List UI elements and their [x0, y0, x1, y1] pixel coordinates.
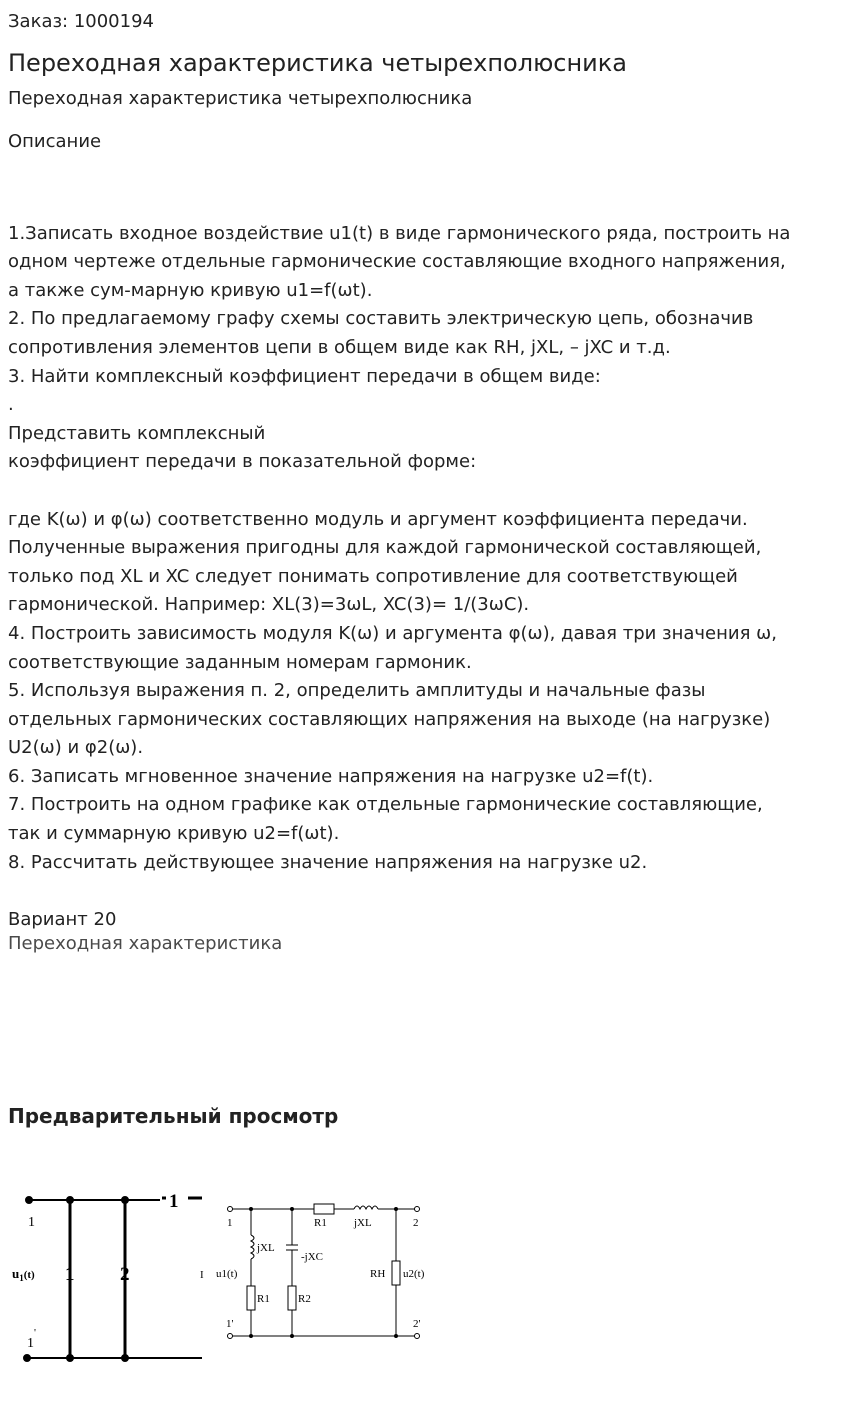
circuit-label-u2: u2(t) [403, 1268, 425, 1280]
graph-label-branch-2: 2 [120, 1264, 130, 1285]
circuit-label-r1-top: R1 [314, 1217, 327, 1229]
graph-diagram [24, 1197, 203, 1362]
description-line: 2. По предлагаемому графу схемы составить электрическую цепь, обозначив [8, 308, 754, 330]
graph-node-bottom-2 [122, 1355, 129, 1362]
description-line: U2(ω) и φ2(ω). [8, 737, 144, 759]
graph-node-top-2 [122, 1197, 129, 1204]
preview-image [8, 1180, 448, 1380]
circuit-node-left-bottom [250, 1335, 253, 1338]
graph-labels [12, 1191, 204, 1351]
description-line: гармонической. Например: XL(3)=3ωL, XC(3)= 1/(3ωC). [8, 594, 530, 616]
description-line: сопротивления элементов цепи в общем виде как RH, jXL, – jXC и т.д. [8, 336, 671, 358]
circuit-node-mid-top [291, 1208, 294, 1211]
circuit-label-2p: 2' [413, 1318, 421, 1330]
graph-node-top-left [26, 1197, 33, 1204]
circuit-labels [216, 1217, 425, 1330]
description-line: Представить комплексный [8, 422, 266, 444]
circuit-label-1: 1 [227, 1217, 233, 1229]
description-line: одном чертеже отдельные гармонические составляющие входного напряжения, [8, 251, 786, 273]
graph-label-tick: I [200, 1269, 204, 1281]
circuit-label-1p: 1' [226, 1318, 234, 1330]
description-line [8, 191, 844, 220]
circuit-label-2: 2 [413, 1217, 419, 1229]
circuit-label-jxc: -jXC [301, 1251, 323, 1263]
description-line: 5. Используя выражения п. 2, определить амплитуды и начальные фазы [8, 680, 706, 702]
graph-label-input: $u_1^{(t)}$ [12, 1266, 35, 1283]
graph-label-bottom-left: 1 [27, 1336, 34, 1351]
graph-node-bottom-1 [67, 1355, 74, 1362]
description-line: 6. Записать мгновенное значение напряжения на нагрузке u2=f(t). [8, 765, 654, 787]
description-line [8, 477, 844, 506]
graph-node-top-1 [67, 1197, 74, 1204]
graph-label-top-right: 1 [169, 1191, 179, 1212]
description-heading: Описание [8, 131, 102, 152]
circuit-label-u1: u1(t) [216, 1268, 238, 1280]
circuit-node-right-top [395, 1208, 398, 1211]
description-line: Вариант 20 [8, 908, 117, 930]
description-line: 4. Построить зависимость модуля K(ω) и аргумента φ(ω), давая три значения ω, [8, 622, 777, 644]
circuit-r1-top-resistor [314, 1204, 334, 1214]
order-number: Заказ: 1000194 [8, 11, 154, 32]
graph-label-top-left: 1 [28, 1215, 35, 1230]
circuit-schematic [8, 1180, 448, 1380]
description-body [8, 191, 844, 934]
circuit-r2-resistor [288, 1286, 296, 1310]
description-line: только под XL и XC следует понимать сопротивление для соответствующей [8, 565, 738, 587]
description-line: 3. Найти комплексный коэффициент передачи в общем виде: [8, 365, 601, 387]
page-subtitle: Переходная характеристика четырехполюсника [8, 88, 473, 109]
preview-heading: Предварительный просмотр [8, 1104, 339, 1128]
graph-node-bottom-left [24, 1355, 31, 1362]
circuit-terminal-1 [228, 1207, 233, 1212]
circuit-label-jxl-top: jXL [354, 1217, 372, 1229]
preview-link[interactable]: Переходная характеристика [8, 933, 283, 954]
description-line: 1.Записать входное воздействие u1(t) в виде гармонического ряда, построить на [8, 222, 791, 244]
circuit-node-left-top [250, 1208, 253, 1211]
description-line [8, 877, 844, 906]
description-line: где K(ω) и φ(ω) соответственно модуль и аргумент коэффициента передачи. [8, 508, 748, 530]
circuit-node-mid-bottom [291, 1335, 294, 1338]
description-line: а также сум-марную кривую u1=f(ωt). [8, 279, 373, 301]
description-line: . [8, 394, 14, 416]
description-line: соответствующие заданным номерам гармоник. [8, 651, 472, 673]
circuit-label-rh: RH [370, 1268, 386, 1280]
page-title: Переходная характеристика четырехполюсника [8, 49, 627, 77]
circuit-label-r2: R2 [298, 1293, 311, 1305]
description-line: Полученные выражения пригодны для каждой гармонической составляющей, [8, 537, 762, 559]
circuit-label-r1-left: R1 [257, 1293, 270, 1305]
circuit-jxl-top-inductor [354, 1206, 378, 1209]
description-line: отдельных гармонических составляющих напряжения на выходе (на нагрузке) [8, 708, 771, 730]
circuit-jxl-left-inductor [251, 1235, 254, 1259]
graph-label-bottom-left-prime: ' [34, 1327, 36, 1339]
circuit-rh-resistor [392, 1261, 400, 1285]
description-line: так и суммарную кривую u2=f(ωt). [8, 823, 340, 845]
circuit-terminal-2p [415, 1334, 420, 1339]
circuit-label-jxl-left: jXL [257, 1242, 275, 1254]
circuit-terminal-2 [415, 1207, 420, 1212]
graph-label-branch-1: 1 [65, 1264, 75, 1285]
circuit-node-right-bottom [395, 1335, 398, 1338]
circuit-r1-left-resistor [247, 1286, 255, 1310]
description-line: 7. Построить на одном графике как отдельные гармонические составляющие, [8, 794, 763, 816]
description-line: 8. Рассчитать действующее значение напряжения на нагрузке u2. [8, 851, 648, 873]
description-line: коэффициент передачи в показательной форме: [8, 451, 477, 473]
circuit-terminal-1p [228, 1334, 233, 1339]
